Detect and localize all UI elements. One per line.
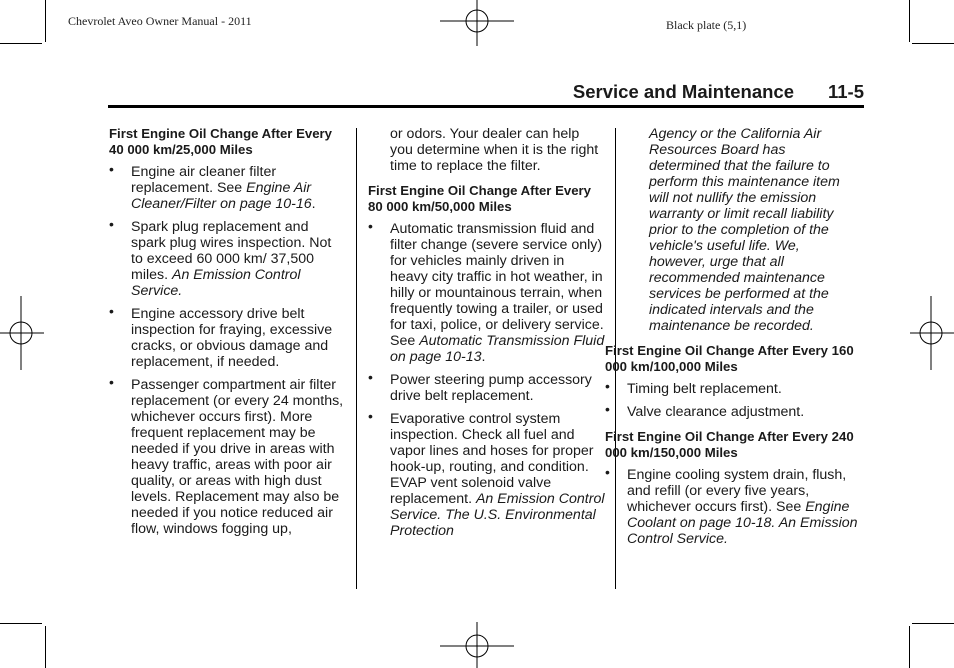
manual-title: Chevrolet Aveo Owner Manual - 2011 bbox=[68, 14, 252, 28]
column-1 bbox=[109, 126, 345, 544]
cross-reference: Engine Coolant on page 10-18. An Emission Control Service. bbox=[627, 499, 858, 547]
section-title: Service and Maintenance bbox=[572, 81, 794, 102]
crop-mark bbox=[912, 623, 954, 624]
list-item: • Engine air cleaner filter replacement. See Engine Air Cleaner/Filter on page 10-16. bbox=[109, 164, 345, 212]
column-divider bbox=[356, 128, 357, 589]
continued-text: or odors. Your dealer can help you determine when it is the right time to replace the filter. bbox=[390, 126, 599, 174]
registration-mark-top bbox=[440, 0, 514, 46]
crop-mark bbox=[45, 0, 46, 42]
cross-reference: Engine Air Cleaner/Filter on page 10-16 bbox=[131, 180, 312, 212]
list-item: • Valve clearance adjustment. bbox=[605, 404, 859, 420]
cross-reference: An Emission Control Service. The U.S. Environmental Protection bbox=[390, 491, 605, 539]
crop-mark bbox=[0, 623, 42, 624]
list-item: • Engine cooling system drain, flush, and refill (or every five years, whichever occurs first). See Engine Coolant on page 10-18. An Emission Control Service. bbox=[605, 467, 859, 547]
crop-mark bbox=[45, 626, 46, 668]
page-number: 11-5 bbox=[827, 81, 864, 102]
section-header bbox=[108, 79, 864, 108]
list-item: • Evaporative control system inspection. Check all fuel and vapor lines and hoses for proper hook-up, routing, and condition. EVAP vent solenoid valve replacement. An Emission Control Service. The U.S. Environmental Protection bbox=[368, 411, 606, 539]
list-item: • Spark plug replacement and spark plug wires inspection. Not to exceed 60 000 km/ 37,500 miles. An Emission Control Service. bbox=[109, 219, 345, 299]
crop-mark bbox=[0, 43, 42, 44]
section-heading: First Engine Oil Change After Every 80 000 km/50,000 Miles bbox=[368, 183, 592, 214]
column-2 bbox=[368, 126, 606, 546]
plate-label: Black plate (5,1) bbox=[666, 18, 747, 32]
section-heading: First Engine Oil Change After Every 240 000 km/150,000 Miles bbox=[605, 429, 854, 460]
section-heading: First Engine Oil Change After Every 160 000 km/100,000 Miles bbox=[605, 343, 854, 374]
column-3 bbox=[605, 126, 859, 554]
crop-mark bbox=[909, 0, 910, 42]
registration-mark-right bbox=[910, 296, 954, 370]
cross-reference: Automatic Transmission Fluid on page 10-13 bbox=[390, 333, 605, 365]
list-item: • Power steering pump accessory drive belt replacement. bbox=[368, 372, 606, 404]
list-item: • Passenger compartment air filter replacement (or every 24 months, whichever occurs first). More frequent replacement may be needed if you drive in areas with heavy traffic, areas with poor air quality, or areas with high dust levels. Replacement may also be needed if you notice reduced air flow, windows fogging up, bbox=[109, 377, 345, 537]
list-item: • Engine accessory drive belt inspection for fraying, excessive cracks, or obvious damage and replacement, if needed. bbox=[109, 306, 345, 370]
cross-reference: An Emission Control Service. bbox=[131, 267, 301, 299]
continued-text: Agency or the California Air Resources Board has determined that the failure to perform this maintenance item will not nullify the emission warranty or limit recall liability prior to the completion of the vehicle's useful life. We, however, urge that all recommended maintenance services be performed at the indicated intervals and the maintenance be recorded. bbox=[649, 126, 840, 334]
crop-mark bbox=[912, 43, 954, 44]
registration-mark-bottom bbox=[440, 622, 514, 668]
crop-mark bbox=[909, 626, 910, 668]
list-item: • Timing belt replacement. bbox=[605, 381, 859, 397]
registration-mark-left bbox=[0, 296, 44, 370]
list-item: • Automatic transmission fluid and filter change (severe service only) for vehicles mainly driven in heavy city traffic in hot weather, in hilly or mountainous terrain, when frequently towing a trailer, or used for taxi, police, or delivery service. See Automatic Transmission Fluid on page 10-13. bbox=[368, 221, 606, 365]
section-heading: First Engine Oil Change After Every 40 000 km/25,000 Miles bbox=[109, 126, 333, 157]
